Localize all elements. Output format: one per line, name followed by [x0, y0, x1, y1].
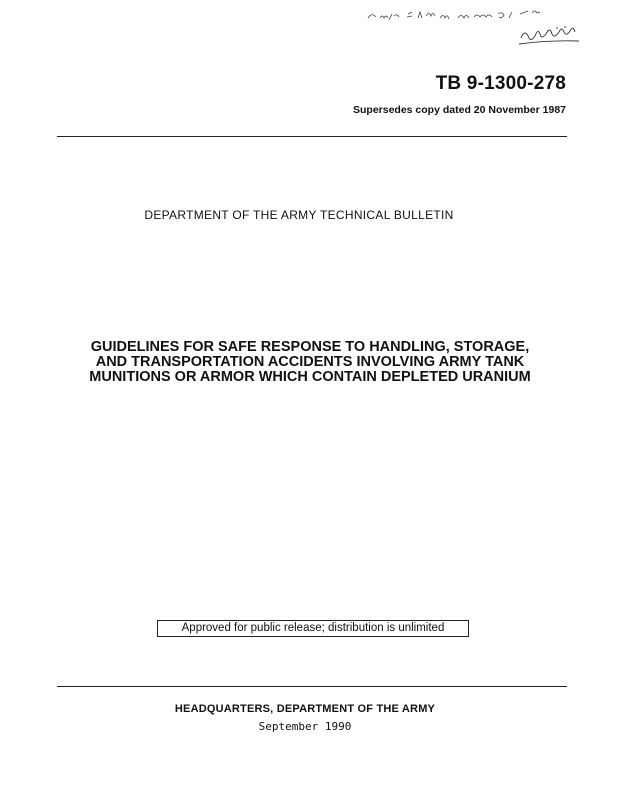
handwritten-annotation — [360, 4, 600, 44]
top-divider — [57, 136, 567, 137]
title-line: MUNITIONS OR ARMOR WHICH CONTAIN DEPLETED URANIUM — [89, 369, 531, 385]
technical-bulletin-number: TB 9-1300-278 — [435, 73, 566, 94]
title-line: GUIDELINES FOR SAFE RESPONSE TO HANDLING, STORAGE, — [90, 339, 530, 355]
issuing-headquarters: HEADQUARTERS, DEPARTMENT OF THE ARMY — [174, 703, 436, 715]
title-line: AND TRANSPORTATION ACCIDENTS INVOLVING ARMY TANK — [95, 354, 525, 370]
signature-graphic — [515, 20, 595, 50]
bulletin-type-heading: DEPARTMENT OF THE ARMY TECHNICAL BULLETIN — [144, 208, 454, 222]
supersedes-notice: Supersedes copy dated 20 November 1987 — [352, 104, 566, 116]
distribution-statement-box: Approved for public release; distribution is unlimited — [157, 620, 469, 637]
bottom-divider — [57, 686, 567, 687]
document-title — [70, 340, 550, 385]
publication-date: September 1990 — [258, 720, 352, 733]
